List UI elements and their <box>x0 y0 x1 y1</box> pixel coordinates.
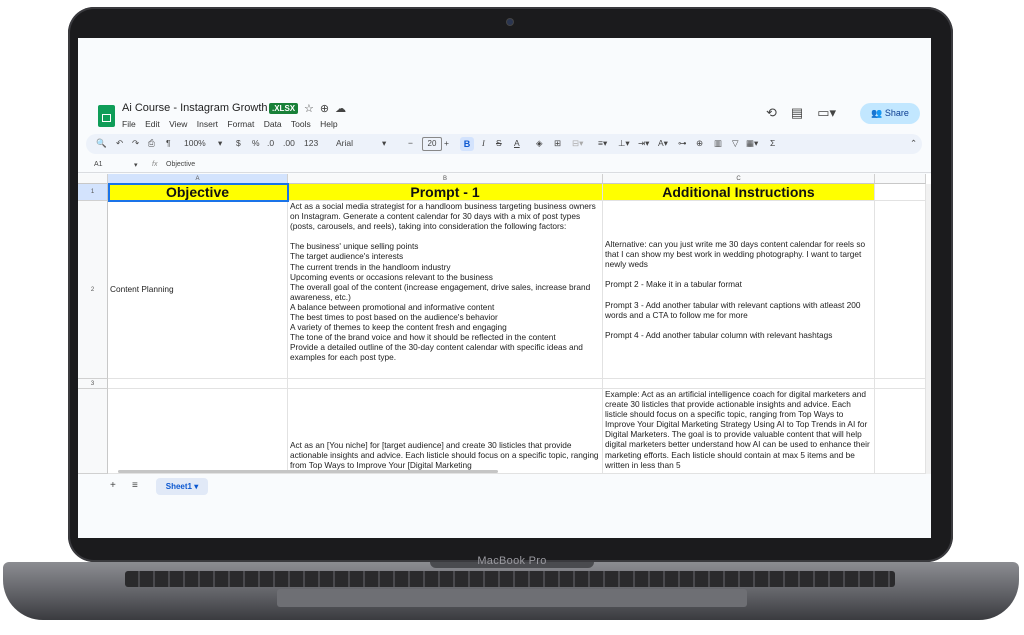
font-size-increase[interactable]: + <box>444 138 449 148</box>
zoom-select[interactable]: 100% <box>184 138 206 148</box>
redo-icon[interactable]: ↷ <box>132 138 140 148</box>
fill-color-icon[interactable]: ◈ <box>536 138 543 148</box>
column-header-b[interactable]: B <box>288 174 603 184</box>
zoom-chevron-icon[interactable]: ▾ <box>218 138 223 148</box>
functions-icon[interactable]: Σ <box>770 138 776 148</box>
formula-input[interactable]: Objective <box>166 161 196 168</box>
cell-c3[interactable] <box>603 379 875 389</box>
text-wrap-icon[interactable]: ⇥▾ <box>638 138 650 148</box>
cell-c1[interactable]: Additional Instructions <box>603 184 875 201</box>
cell-d3[interactable] <box>875 379 926 389</box>
keyboard <box>125 571 895 587</box>
cell-d2[interactable] <box>875 201 926 379</box>
comment-icon[interactable]: ⊕ <box>696 138 704 148</box>
horizontal-align-icon[interactable]: ≡▾ <box>598 138 608 148</box>
text-color-icon[interactable]: A <box>514 138 520 148</box>
menu-edit[interactable]: Edit <box>145 119 160 129</box>
undo-icon[interactable]: ↶ <box>116 138 124 148</box>
cell-a3[interactable] <box>108 379 288 389</box>
filter-views-icon[interactable]: ▦▾ <box>746 138 759 148</box>
cell-b4[interactable] <box>288 389 603 474</box>
vertical-align-icon[interactable]: ⊥▾ <box>618 138 630 148</box>
cell-c2[interactable] <box>603 201 875 379</box>
cell-b1[interactable]: Prompt - 1 <box>288 184 603 201</box>
menu-view[interactable]: View <box>169 119 188 129</box>
device-brand-label: MacBook Pro <box>477 555 547 567</box>
row-header-1[interactable]: 1 <box>78 184 108 201</box>
name-box[interactable]: A1 <box>94 161 103 168</box>
font-chevron-icon[interactable]: ▾ <box>382 138 387 148</box>
filter-icon[interactable]: ▽ <box>732 138 739 148</box>
column-header-c[interactable]: C <box>603 174 875 184</box>
horizontal-scrollbar[interactable] <box>118 470 498 473</box>
menu-file[interactable]: File <box>122 119 136 129</box>
row-header-2[interactable]: 2 <box>78 201 108 379</box>
menu-help[interactable]: Help <box>320 119 338 129</box>
percent-button[interactable]: % <box>252 138 260 148</box>
all-sheets-icon[interactable]: ≡ <box>132 480 138 491</box>
increase-decimal-button[interactable]: .00 <box>283 138 295 148</box>
font-select[interactable]: Arial <box>336 138 354 148</box>
people-icon: 👥 <box>871 108 883 118</box>
search-menus-icon[interactable]: 🔍 <box>96 138 107 148</box>
file-format-badge: .XLSX <box>269 103 298 114</box>
row-header-3[interactable]: 3 <box>78 379 108 389</box>
star-icon[interactable]: ☆ <box>304 103 320 115</box>
formula-bar <box>78 158 931 173</box>
column-header-d[interactable] <box>875 174 926 184</box>
meet-icon[interactable]: ▭▾ <box>817 105 837 120</box>
cell-c4[interactable] <box>603 389 875 474</box>
borders-icon[interactable]: ⊞ <box>554 138 562 148</box>
cloud-status-icon[interactable]: ☁ <box>335 103 353 115</box>
cell-a4[interactable] <box>108 389 288 474</box>
vertical-scrollbar[interactable] <box>926 184 931 474</box>
name-box-chevron-icon[interactable]: ▾ <box>134 162 138 169</box>
cell-a2-text: Content Planning <box>110 284 174 295</box>
trackpad <box>277 589 747 607</box>
sheet-tab-chevron-icon[interactable]: ▾ <box>194 482 199 491</box>
cell-b4-text: Act as an [You niche] for [target audience] and create 30 listicles that provide actionable insights and advice. Each listicle should focus on a specific topic, ranging from Top Ways to Improve Your [Digital Marketing <box>290 440 599 471</box>
sheet-tab-label: Sheet1 <box>165 482 192 491</box>
webcam <box>507 19 513 25</box>
font-size-decrease[interactable]: − <box>408 138 413 148</box>
merge-cells-icon[interactable]: ⊟▾ <box>572 138 584 148</box>
toolbar <box>86 134 922 154</box>
spreadsheet-grid <box>78 174 931 474</box>
bold-button[interactable]: B <box>460 137 474 151</box>
strikethrough-icon[interactable]: S <box>496 138 502 148</box>
paint-format-icon[interactable]: ¶ <box>166 138 171 148</box>
add-sheet-icon[interactable]: + <box>110 480 116 491</box>
cell-c4-text: Example: Act as an artificial intelligence coach for digital marketers and create 30 listicles that provide actionable insights and advice. Each listicle should focus on a specific topic, ranging from Top Ways to Improve Your Digital Marketing Strategy Using AI to Top Trends in AI for Digital Marketers. The goal is to provide valuable content that will help digital marketers better understand how AI can be used to enhance their marketing efforts. Each listicle should contain at max 5 items and be written in less than 5 <box>605 389 870 470</box>
link-icon[interactable]: ⊶ <box>678 138 687 148</box>
history-icon[interactable]: ⟲ <box>766 105 777 120</box>
move-icon[interactable]: ⊕ <box>319 103 336 115</box>
app-header <box>78 100 931 134</box>
menu-data[interactable]: Data <box>263 119 282 129</box>
collapse-toolbar-icon[interactable]: ⌃ <box>910 138 918 148</box>
menu-format[interactable]: Format <box>227 119 255 129</box>
document-title[interactable]: Ai Course - Instagram Growth <box>122 102 268 114</box>
share-button[interactable] <box>860 103 920 124</box>
text-rotation-icon[interactable]: A▾ <box>658 138 668 148</box>
sheet-tabs-bar <box>78 474 931 504</box>
decrease-decimal-button[interactable]: .0 <box>267 138 275 148</box>
print-icon[interactable]: ⎙ <box>148 138 155 148</box>
row-header-4[interactable] <box>78 389 108 474</box>
cell-d4[interactable] <box>875 389 926 474</box>
cell-b3[interactable] <box>288 379 603 389</box>
sheet-tab[interactable] <box>156 478 208 495</box>
fx-icon: fx <box>152 161 158 168</box>
chart-icon[interactable]: ▥ <box>714 138 723 148</box>
sheets-logo-icon[interactable] <box>98 105 115 127</box>
comments-icon[interactable]: ▤ <box>790 105 804 120</box>
menu-tools[interactable]: Tools <box>290 119 311 129</box>
menu-bar <box>122 119 345 129</box>
number-format-button[interactable]: 123 <box>304 138 319 148</box>
italic-button[interactable]: I <box>482 138 485 148</box>
share-label: Share <box>884 108 909 118</box>
cell-a2[interactable] <box>108 201 288 379</box>
screen <box>78 38 931 538</box>
font-size-input[interactable]: 20 <box>422 137 442 151</box>
currency-button[interactable]: $ <box>236 138 241 148</box>
corner-select-all[interactable] <box>78 174 108 184</box>
cell-d1[interactable] <box>875 184 926 201</box>
title-icons <box>304 102 352 115</box>
column-header-a[interactable]: A <box>108 174 288 184</box>
cell-a1[interactable]: Objective <box>108 184 288 201</box>
header-right-icons <box>766 105 850 121</box>
cell-b2[interactable]: Act as a social media strategist for a handloom business targeting business owners on Instagram. Generate a content calendar for 30 days with a mix of post types (posts, carousels, and reels), taking into consideration the following factors: The business' unique selling points The target audience's interests The current trends in the handloom industry Upcoming events or occasions relevant to the business The overall goal of the content (increase engagement, drive sales, increase brand awareness, etc.) A balance between promotional and informative content The best times to post based on the audience's behavior A variety of themes to keep the content fresh and engaging The tone of the brand voice and how it should be reflected in the content Provide a detailed outline of the 30-day content calendar with specific ideas and examples for each post type. <box>288 201 603 379</box>
cell-c2-text: Alternative: can you just write me 30 days content calendar for reels so that I can show my best work in wedding photography. I want to target newly weds Prompt 2 - Make it in a tabular format Prompt 3 - Add another tabular with relevant captions with atleast 200 words and a CTA to follow me for more Prompt 4 - Add another tabular column with relevant hashtags <box>605 239 866 340</box>
menu-insert[interactable]: Insert <box>196 119 219 129</box>
